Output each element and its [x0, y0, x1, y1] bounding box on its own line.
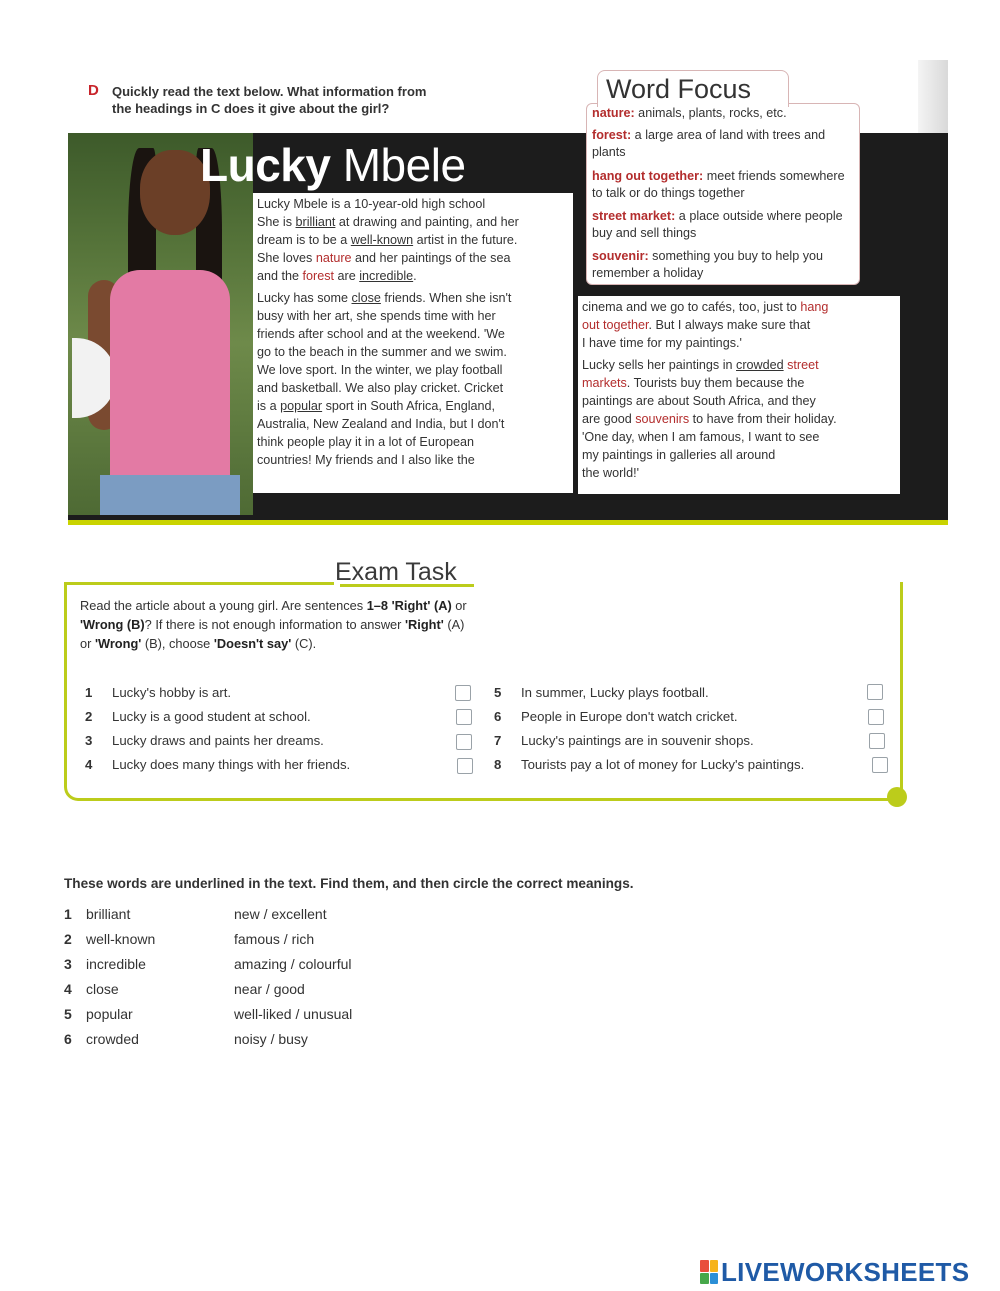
question-row: 3 Lucky draws and paints her dreams.: [85, 733, 324, 748]
answer-checkbox-7[interactable]: [869, 733, 885, 749]
line-close: Lucky has some close friends. When she isn't: [257, 291, 512, 305]
answer-checkbox-6[interactable]: [868, 709, 884, 725]
line-souvenirs: are good souvenirs to have from their holiday.: [582, 412, 837, 426]
question-row: 6 People in Europe don't watch cricket.: [494, 709, 738, 724]
logo-square: [700, 1260, 709, 1272]
question-row: 4 Lucky does many things with her friends.: [85, 757, 351, 772]
vocab-heading: These words are underlined in the text. Find them, and then circle the correct meanings.: [64, 876, 634, 891]
marked-word: crowded: [736, 358, 784, 372]
line-crowded: Lucky sells her paintings in crowded street: [582, 358, 819, 372]
exam-task-dot: [887, 787, 907, 807]
logo-square: [700, 1273, 709, 1285]
question-row: 7 Lucky's paintings are in souvenir shops.: [494, 733, 754, 748]
vocab-item: 1 brilliant new / excellent: [64, 906, 327, 922]
logo-square: [710, 1260, 719, 1272]
word-focus-entries: [592, 105, 857, 281]
vocab-meaning-choice[interactable]: well-liked / unusual: [234, 1006, 353, 1022]
vocab-meaning-choice[interactable]: new / excellent: [234, 906, 327, 922]
answer-checkbox-5[interactable]: [867, 684, 883, 700]
vocab-meaning-choice[interactable]: noisy / busy: [234, 1031, 308, 1047]
marked-word: well-known: [350, 233, 414, 247]
marked-word: markets: [582, 376, 627, 390]
answer-checkbox-8[interactable]: [872, 757, 888, 773]
exam-task-title: Exam Task: [335, 558, 457, 586]
line-markets: markets. Tourists buy them because the: [582, 376, 805, 390]
section-letter-d: D: [88, 82, 99, 99]
page-edge: [918, 60, 948, 140]
logo-square: [710, 1273, 719, 1285]
question-row: 8 Tourists pay a lot of money for Lucky's paintings.: [494, 757, 805, 772]
word-focus-title: Word Focus: [606, 74, 752, 104]
photo-detail: [110, 270, 230, 485]
vocab-item: 2 well-known famous / rich: [64, 931, 315, 947]
line-out-together: out together. But I always make sure that: [582, 318, 811, 332]
line-popular: is a popular sport in South Africa, England,: [257, 399, 496, 413]
marked-word: souvenirs: [635, 412, 690, 426]
line-forest: and the forest are incredible.: [257, 269, 417, 283]
article-title: Lucky Mbele: [200, 139, 466, 191]
answer-checkbox-3[interactable]: [456, 734, 472, 750]
marked-word: brilliant: [295, 215, 336, 229]
question-row: 2 Lucky is a good student at school.: [85, 709, 311, 724]
word-focus-entry: forest: a large area of land with trees and plants: [592, 128, 826, 159]
vocab-meaning-choice[interactable]: famous / rich: [234, 931, 315, 947]
line-brilliant: She is brilliant at drawing and painting, and her: [257, 215, 519, 229]
exam-task-border: [64, 582, 334, 585]
section-d-instruction: Quickly read the text below. What information from the headings in C does it give about the girl?: [112, 84, 427, 116]
marked-word: incredible: [359, 269, 414, 283]
word-focus-entry: souvenir: something you buy to help you remember a holiday: [592, 249, 824, 280]
question-row: 5 In summer, Lucky plays football.: [494, 685, 709, 700]
marked-word: popular: [280, 399, 323, 413]
line-hang: cinema and we go to cafés, too, just to hang: [582, 300, 829, 314]
marked-word: nature: [315, 251, 352, 265]
vocab-item: 3 incredible amazing / colourful: [64, 956, 352, 972]
photo-detail: [100, 475, 240, 515]
word-focus-entry: nature: animals, plants, rocks, etc.: [592, 106, 787, 120]
article-column-2: cinema and we go to cafés, too, just to hang out together. But I always make sure that I have time for my paintings.' Lucky sells her paintings in crowded street markets. Tourists buy them because the paintings are about South Africa, and they are good souvenirs to have from their holiday. 'One day, when I am famous, I want to see my paintings in galleries all around the world!': [578, 296, 900, 494]
marked-word: close: [351, 291, 381, 305]
vocab-item: 4 close near / good: [64, 981, 305, 997]
vocab-meaning-choice[interactable]: near / good: [234, 981, 305, 997]
word-focus-entry: hang out together: meet friends somewhere to talk or do things together: [592, 169, 845, 200]
liveworksheets-logo-icon: [700, 1260, 718, 1284]
liveworksheets-logo[interactable]: [700, 1257, 969, 1287]
answer-checkbox-4[interactable]: [457, 758, 473, 774]
line-nature: She loves nature and her paintings of the sea: [257, 251, 511, 265]
vocab-item: 6 crowded noisy / busy: [64, 1031, 308, 1047]
marked-word: hang: [800, 300, 829, 314]
answer-checkbox-1[interactable]: [455, 685, 471, 701]
marked-word: out together: [582, 318, 649, 332]
logo-text: LIVEWORKSHEETS: [721, 1256, 970, 1287]
vocab-meaning-choice[interactable]: amazing / colourful: [234, 956, 352, 972]
question-row: 1 Lucky's hobby is art.: [85, 685, 232, 700]
word-focus-entry: street market: a place outside where people buy and sell things: [592, 209, 843, 240]
exam-task-instructions: Read the article about a young girl. Are sentences 1–8 'Right' (A) or 'Wrong (B)? If there is not enough information to answer 'Right' (A) or 'Wrong' (B), choose 'Doesn't say' (C).: [80, 598, 467, 651]
vocab-item: 5 popular well-liked / unusual: [64, 1006, 353, 1022]
marked-word: forest: [302, 269, 335, 283]
article-column-1: Lucky Mbele is a 10-year-old high school She is brilliant at drawing and painting, and her dream is to be a well-known artist in the future. She loves nature and her paintings of the sea and the forest are incredible. Lucky has some close friends. When she isn't busy with her art, she spends time with her friends after school and at the weekend. 'We go to the beach in the summer and we swim. We love sport. In the winter, we play football and basketball. We also play cricket. Cricket is a popular sport in South Africa, England, Australia, New Zealand and India, but I don't think people play it in a lot of European countries! My friends and I also like the: [253, 193, 573, 493]
answer-checkbox-2[interactable]: [456, 709, 472, 725]
line-well-known: dream is to be a well-known artist in the future.: [257, 233, 518, 247]
marked-word: street: [787, 358, 819, 372]
